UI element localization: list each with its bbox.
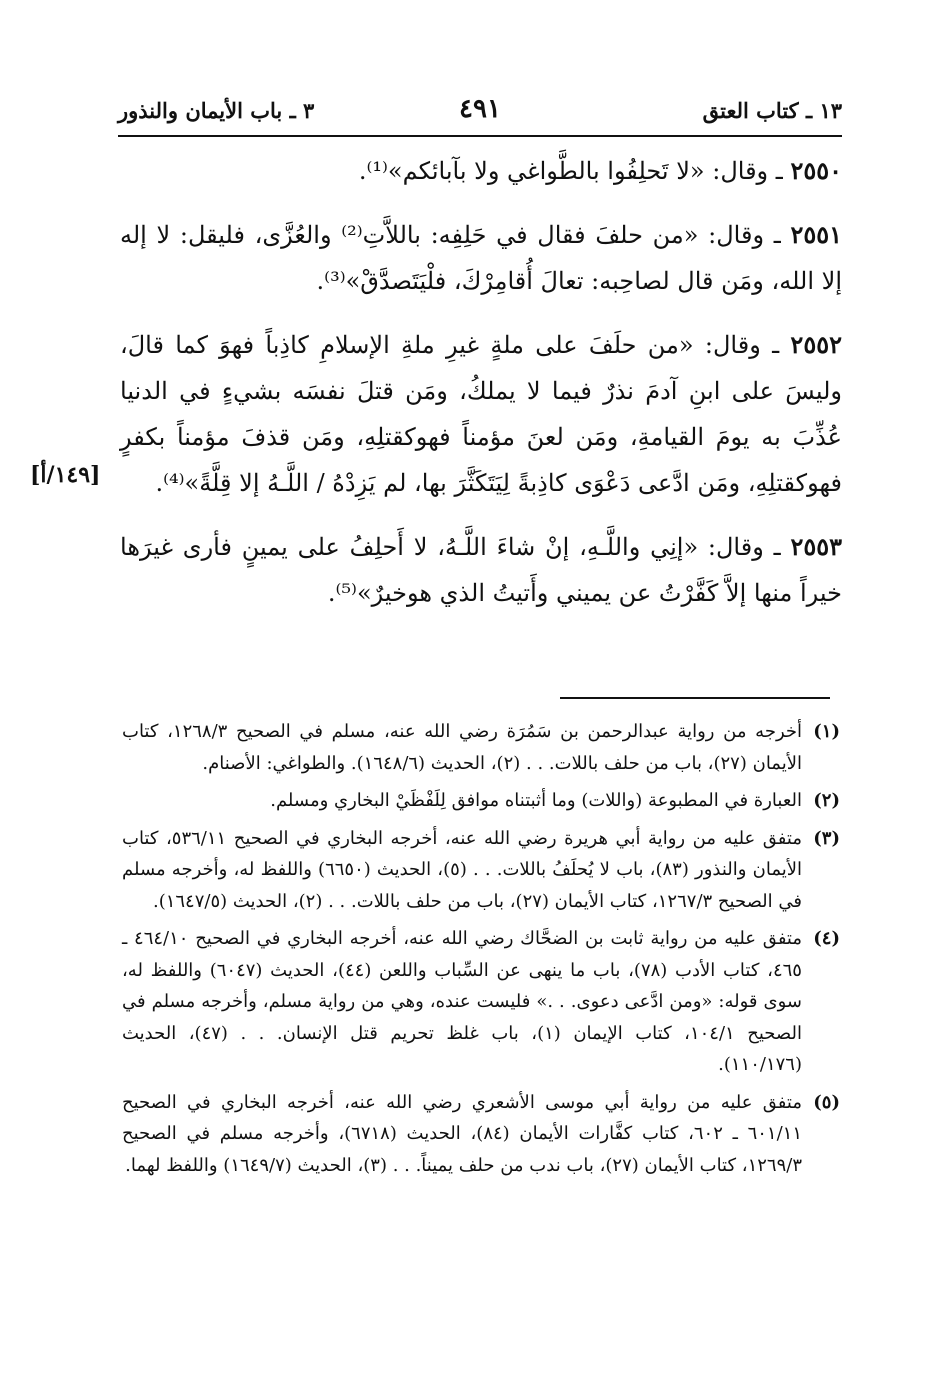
hadith-text: ـ وقال: «من حلَفَ على ملةٍ غيرِ ملةِ الإسلامِ كاذِباً فهوَ كما قالَ، وليسَ على ابنِ آدمَ نذرٌ فيما لا يملكُ، ومَن قتلَ نفسَه بشيءٍ في الدنيا عُذِّبَ به يومَ القيامةِ، ومَن لعنَ مؤمناً فهوكقتلِهِ، ومَن قذفَ مؤمناً بكفرٍ فهوكقتلِهِ، ومَن ادَّعى دَعْوَى كاذِبةً لِيَتَكَثَّرَ بها، لم يَزِدْهُ / اللَّـهُ إلا قِلَّةً»⁽⁴⁾. [120,331,842,497]
hadith-number: ٢٥٥٠ [790,156,842,185]
hadith-text: ـ وقال: «لا تَحلِفُوا بالطَّواغي ولا بآبائكم»⁽¹⁾. [358,157,783,185]
footnote-text: أخرجه من رواية عبدالرحمن بن سَمُرَة رضي الله عنه، مسلم في الصحيح ١٢٦٨/٣، كتاب الأيمان (٢٧)، باب من حلف باللات. . . (٢)، الحديث (١٦٤٨/٦). والطواغي: الأصنام. [122,721,802,774]
footnote-number: (٤) [813,928,840,949]
header-divider [118,135,842,137]
page-number: ٤٩١ [459,94,501,124]
page-header [118,96,842,132]
hadith-2550 [120,148,842,194]
hadith-2552 [120,322,842,506]
footnote-divider [560,697,830,699]
footnote-text: متفق عليه من رواية أبي موسى الأشعري رضي الله عنه، أخرجه البخاري في الصحيح ٦٠١/١١ ـ ٦٠٢، كتاب كفَّارات الأيمان (٨٤)، الحديث (٦٧١٨)، وأخرجه مسلم في الصحيح ١٢٦٩/٣، كتاب الأيمان (٢٧)، باب ندب من حلف يميناً. . . (٣)، الحديث (١٦٤٩/٧) واللفظ لهما. [122,1091,802,1176]
footnote-text: متفق عليه من رواية ثابت بن الضحَّاك رضي الله عنه، أخرجه البخاري في الصحيح ٤٦٤/١٠ ـ ٤٦٥، كتاب الأدب (٧٨)، باب ما ينهى عن السِّباب واللعن (٤٤)، الحديث (٦٠٤٧) واللفظ له، سوى قوله: «ومن ادَّعى دعوى. . .» فليست عنده، وهي من رواية مسلم، وأخرجه مسلم في الصحيح ١٠٤/١، كتاب الإيمان (١)، باب غلظ تحريم قتل الإنسان. . . (٤٧)، الحديث (١١٠/١٧٦). [122,928,802,1075]
section-title: ٣ ـ باب الأيمان والنذور [118,98,315,123]
footnote-4 [122,923,840,1081]
hadith-2553 [120,524,842,616]
footnotes-section [122,716,840,1187]
footnote-number: (٢) [813,790,840,811]
manuscript-folio-reference: [١٤٩/أ] [30,462,101,488]
footnote-number: (١) [813,721,840,742]
hadith-number: ٢٥٥٣ [790,532,842,561]
footnote-3 [122,823,840,918]
hadith-number: ٢٥٥٢ [790,330,842,359]
chapter-title: ١٣ ـ كتاب العتق [702,98,842,123]
footnote-text: متفق عليه من رواية أبي هريرة رضي الله عنه، أخرجه البخاري في الصحيح ٥٣٦/١١، كتاب الأيمان والنذور (٨٣)، باب لا يُحلَفُ باللات. . . (٥)، الحديث (٦٦٥٠) واللفظ له، وأخرجه مسلم في الصحيح ١٢٦٧/٣، كتاب الأيمان (٢٧)، باب من حلف باللات. . . (٢)، الحديث (١٦٤٧/٥). [122,827,802,912]
footnote-1 [122,716,840,779]
footnote-5 [122,1087,840,1182]
footnote-number: (٣) [813,827,840,849]
hadith-text: ـ وقال: «من حلفَ فقال في حَلِفِه: باللاَّتِ⁽²⁾ والعُزَّى، فليقل: لا إله إلا الله، ومَن قال لصاحِبه: تعالَ أُقامِرْكَ، فلْيَتَصدَّقْ»⁽³⁾. [120,221,842,295]
footnote-text: العبارة في المطبوعة (واللات) وما أثبتناه موافق لِلَفْظَيْ البخاري ومسلم. [270,790,802,811]
hadith-text-body [120,148,842,634]
hadith-number: ٢٥٥١ [790,220,842,249]
footnote-number: (٥) [813,1091,840,1113]
hadith-text: ـ وقال: «إنِي واللَّـهِ، إنْ شاءَ اللَّـهُ، لا أَحلِفُ على يمينٍ فأرى غيرَها خيراً منها إلاَّ كَفَّرْتُ عن يميني وأَتيتُ الذي هوخيرٌ»⁽⁵⁾. [120,533,842,607]
hadith-2551 [120,212,842,304]
footnote-2 [122,785,840,817]
